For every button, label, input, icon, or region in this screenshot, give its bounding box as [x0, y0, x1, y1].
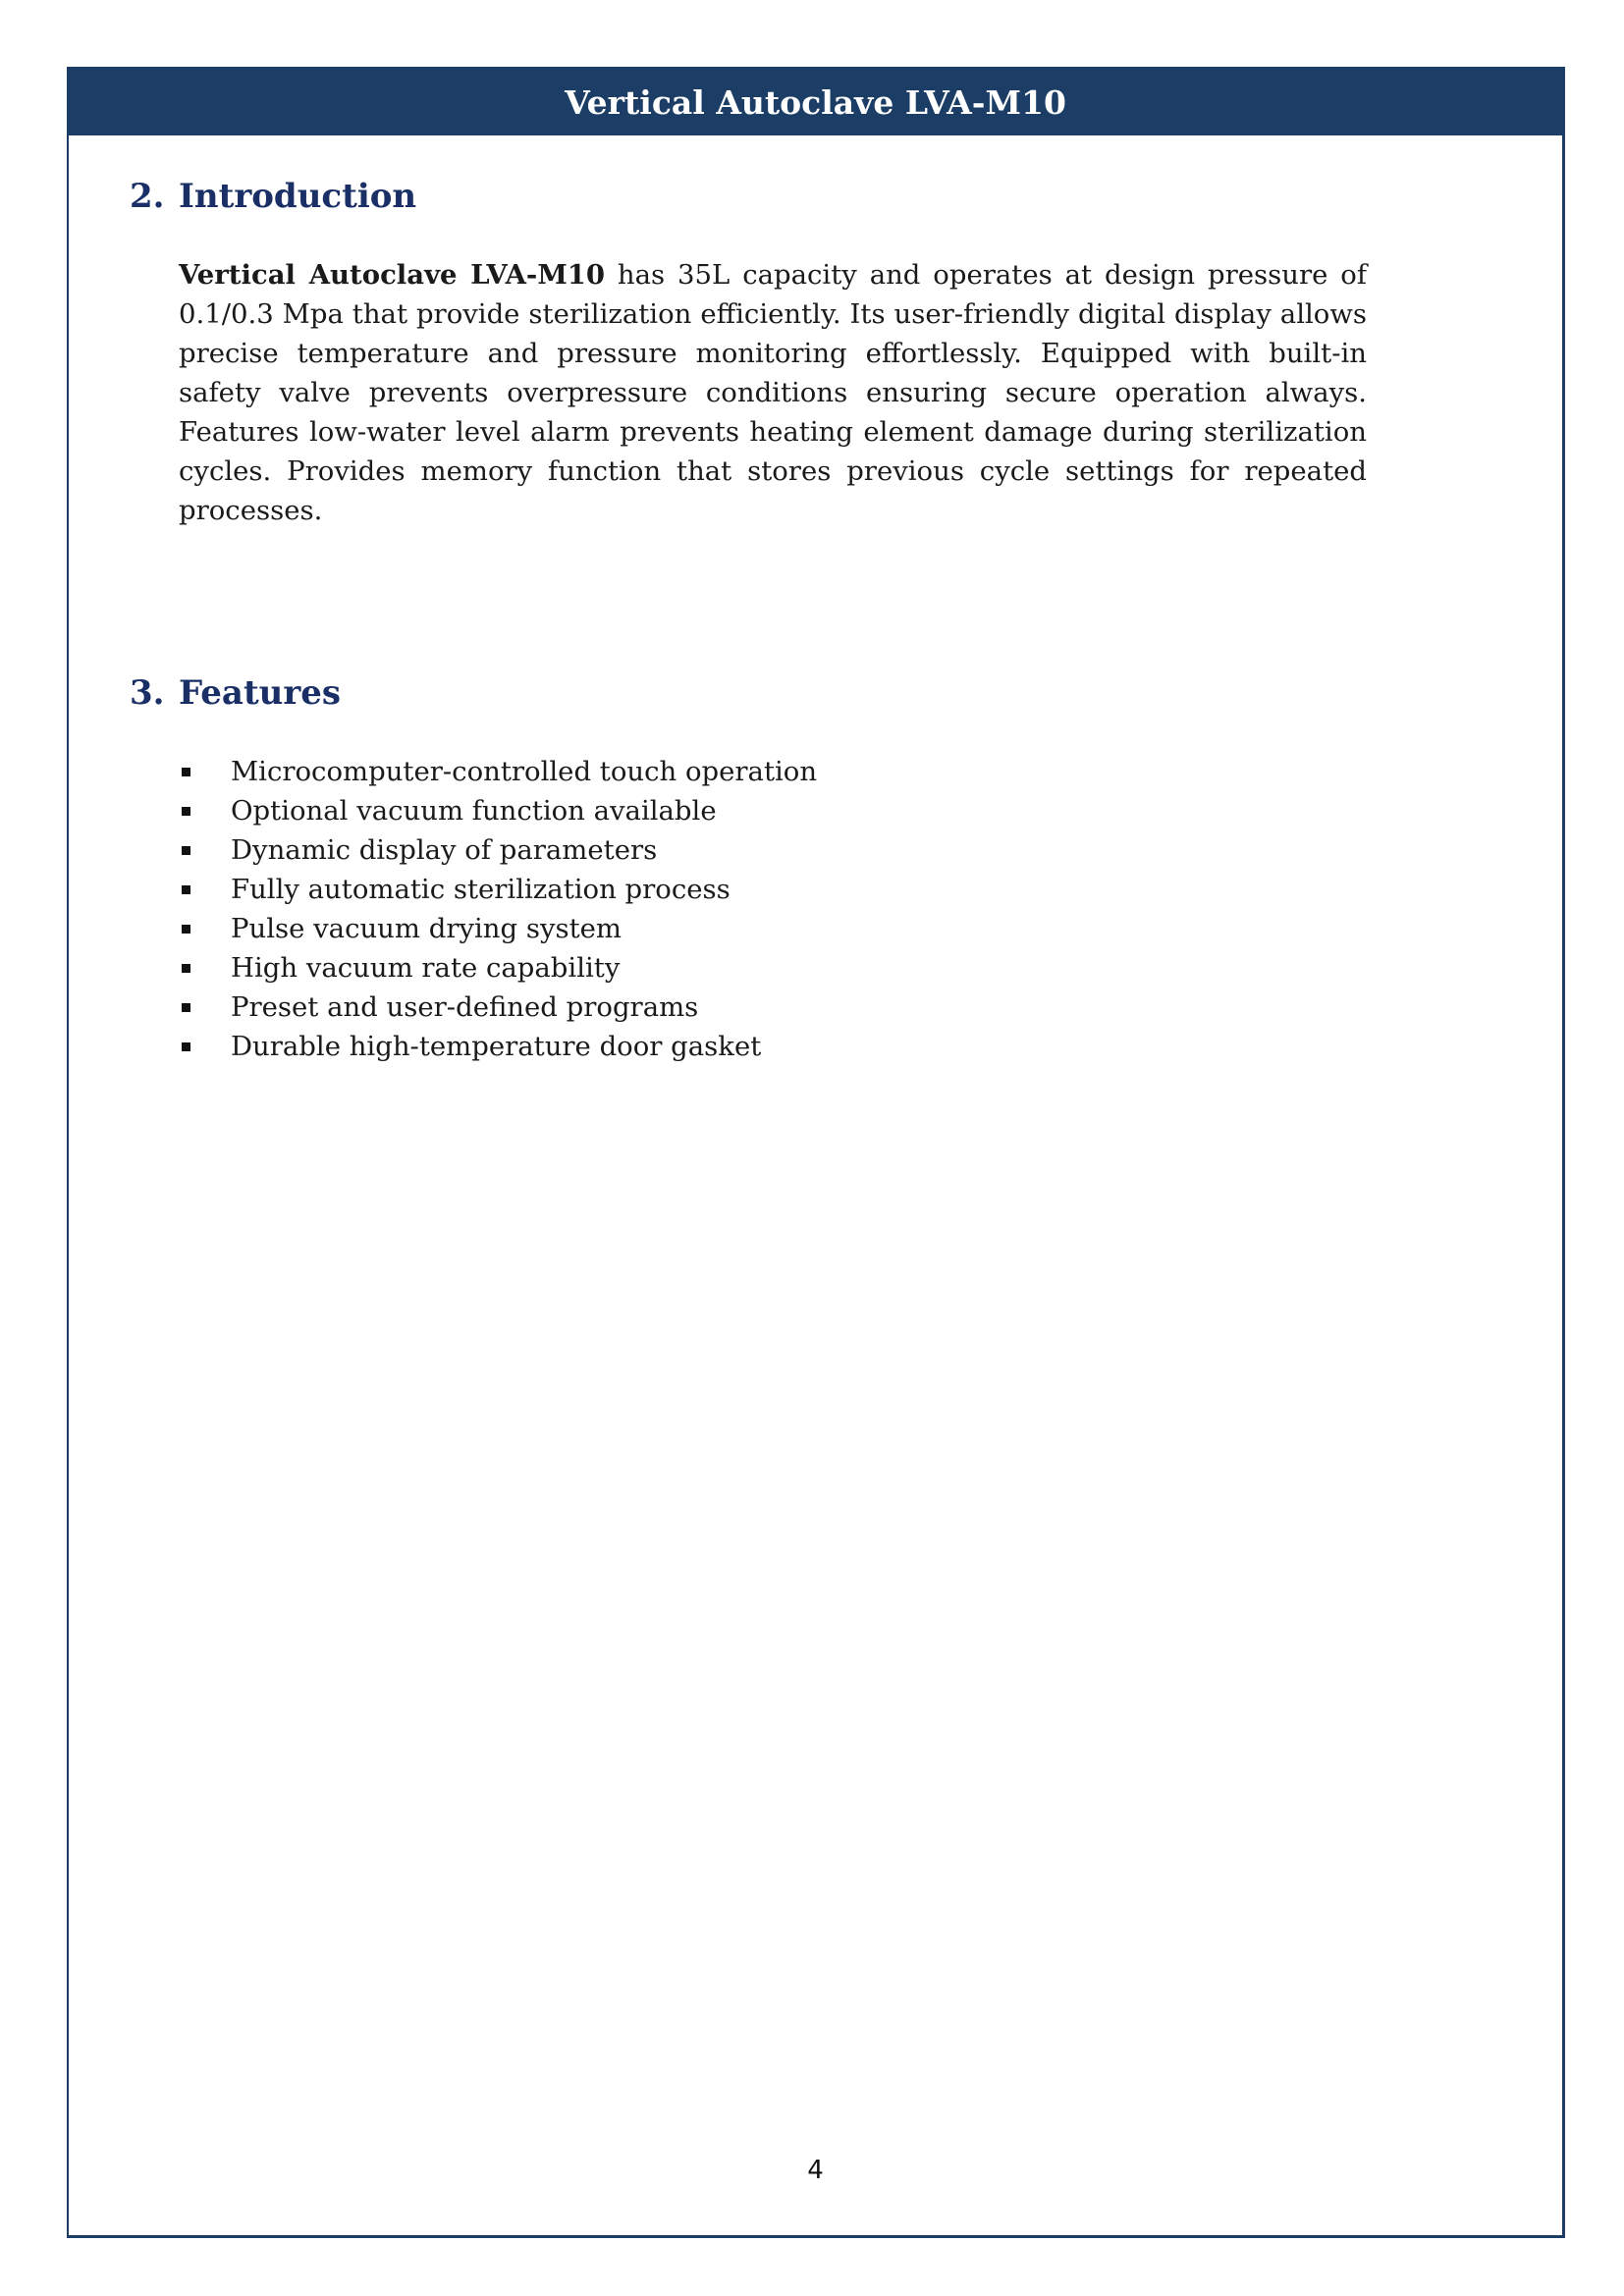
header-bar — [69, 69, 1562, 135]
features-number: 3. — [130, 673, 165, 713]
list-item — [179, 791, 1435, 830]
feature-text: High vacuum rate capability — [231, 952, 621, 984]
square-bullet-icon — [182, 846, 190, 855]
introduction-title: Introduction — [179, 177, 417, 216]
square-bullet-icon — [182, 964, 190, 973]
introduction-number: 2. — [130, 177, 165, 216]
list-item — [179, 1027, 1435, 1066]
list-item — [179, 752, 1435, 791]
feature-text: Pulse vacuum drying system — [231, 913, 623, 944]
list-item — [179, 988, 1435, 1027]
document-title: Vertical Autoclave LVA-M10 — [565, 82, 1066, 122]
square-bullet-icon — [182, 768, 190, 776]
introduction-heading — [130, 177, 1435, 216]
page-number: 4 — [807, 2156, 824, 2185]
features-title: Features — [179, 673, 342, 713]
introduction-section — [130, 177, 1435, 530]
list-item — [179, 909, 1435, 948]
feature-text: Durable high-temperature door gasket — [231, 1031, 762, 1062]
feature-text: Fully automatic sterilization process — [231, 874, 731, 905]
introduction-lead: Vertical Autoclave LVA-M10 — [179, 259, 606, 291]
list-item — [179, 870, 1435, 909]
introduction-paragraph — [179, 255, 1367, 530]
feature-list — [179, 752, 1435, 1066]
feature-text: Microcomputer-controlled touch operation — [231, 756, 818, 787]
square-bullet-icon — [182, 1003, 190, 1012]
list-item — [179, 830, 1435, 870]
feature-text: Preset and user-defined programs — [231, 991, 699, 1023]
square-bullet-icon — [182, 885, 190, 894]
feature-text: Dynamic display of parameters — [231, 834, 658, 866]
square-bullet-icon — [182, 807, 190, 816]
list-item — [179, 948, 1435, 988]
square-bullet-icon — [182, 925, 190, 934]
features-section — [130, 673, 1435, 1066]
features-heading — [130, 673, 1435, 713]
feature-text: Optional vacuum function available — [231, 795, 717, 827]
introduction-body: has 35L capacity and operates at design pressure of 0.1/0.3 Mpa that provide sterilization efficiently. Its user-friendly digital display allows precise temperature and pressure monitoring effortlessly. Equipped with built-in safety valve prevents overpressure conditions ensuring secure operation always. Features low-water level alarm prevents heating element damage during sterilization cycles. Provides memory function that stores previous cycle settings for repeated processes. — [179, 259, 1368, 526]
square-bullet-icon — [182, 1042, 190, 1051]
